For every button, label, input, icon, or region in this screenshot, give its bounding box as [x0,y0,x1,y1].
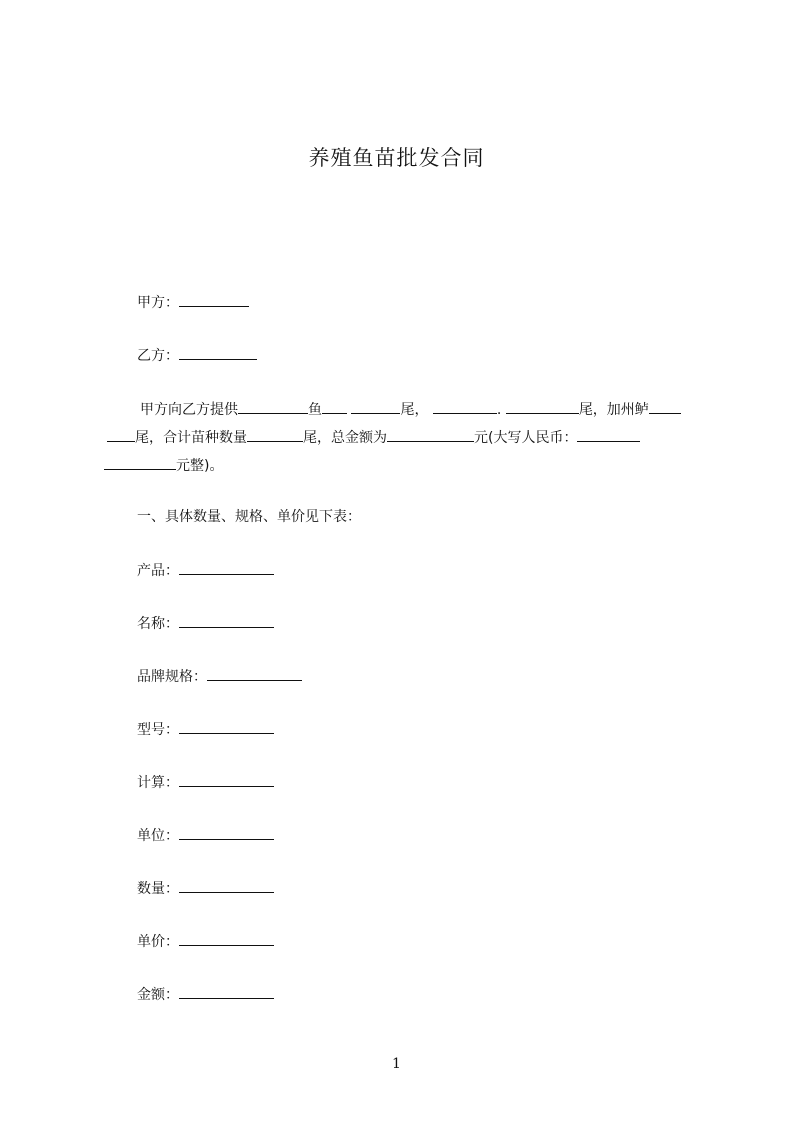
party-a-label: 甲方： [137,295,179,311]
party-b-blank[interactable] [179,344,257,360]
supply-line-2 [107,426,640,447]
supply-text-5: 尾，加州鲈 [578,402,649,418]
supply-line-1 [140,398,681,419]
amount-words-blank-b[interactable] [104,454,176,470]
field-label: 型号： [137,722,179,738]
party-a-line [137,291,249,312]
field-blank[interactable] [179,559,274,575]
field-label: 名称： [137,616,179,632]
field-label: 产品： [137,563,179,579]
fish-spec-blank[interactable] [322,398,347,414]
field-blank[interactable] [179,718,274,734]
field-label: 品牌规格： [137,669,207,685]
field-blank[interactable] [179,612,274,628]
supply-text-6: 尾，合计苗种数量 [135,430,247,446]
bass-blank-b[interactable] [107,426,135,442]
field-blank[interactable] [207,665,302,681]
supply-text-9: 元整)。 [176,458,224,474]
field-label: 金额： [137,987,179,1003]
supply-line-3 [104,454,223,475]
party-b-label: 乙方： [137,348,179,364]
supply-text-1: 甲方向乙方提供 [140,402,238,418]
document-title: 养殖鱼苗批发合同 [308,146,485,170]
field-unit-price [137,930,274,951]
field-blank[interactable] [179,930,274,946]
field-brand-spec [137,665,302,686]
field-amount [137,983,274,1004]
party-b-line [137,344,257,365]
fish-count-blank[interactable] [351,398,400,414]
fish-type-blank[interactable] [238,398,308,414]
field-label: 计算： [137,775,179,791]
field-unit [137,824,274,845]
section-1-heading: 一、具体数量、规格、单价见下表： [137,509,361,525]
total-count-blank[interactable] [247,426,303,442]
page-number: 1 [392,1056,401,1072]
supply-text-7: 尾，总金额为 [303,430,387,446]
field-blank[interactable] [179,983,274,999]
total-amount-blank[interactable] [387,426,474,442]
field-product [137,559,274,580]
supply-text-8: 元(大写人民币： [474,430,578,446]
field-label: 单价： [137,934,179,950]
field-blank[interactable] [179,771,274,787]
field-quantity [137,877,274,898]
fish-count2-blank[interactable] [506,398,579,414]
supply-text-4: . [496,402,502,418]
field-calculation [137,771,274,792]
supply-text-3: 尾， [400,402,429,418]
field-name [137,612,274,633]
field-label: 单位： [137,828,179,844]
bass-blank-a[interactable] [649,398,681,414]
amount-words-blank-a[interactable] [577,426,640,442]
field-blank[interactable] [179,824,274,840]
fish-type2-blank[interactable] [433,398,497,414]
field-label: 数量： [137,881,179,897]
field-model [137,718,274,739]
field-blank[interactable] [179,877,274,893]
supply-text-2: 鱼 [308,402,322,418]
party-a-blank[interactable] [179,291,249,307]
